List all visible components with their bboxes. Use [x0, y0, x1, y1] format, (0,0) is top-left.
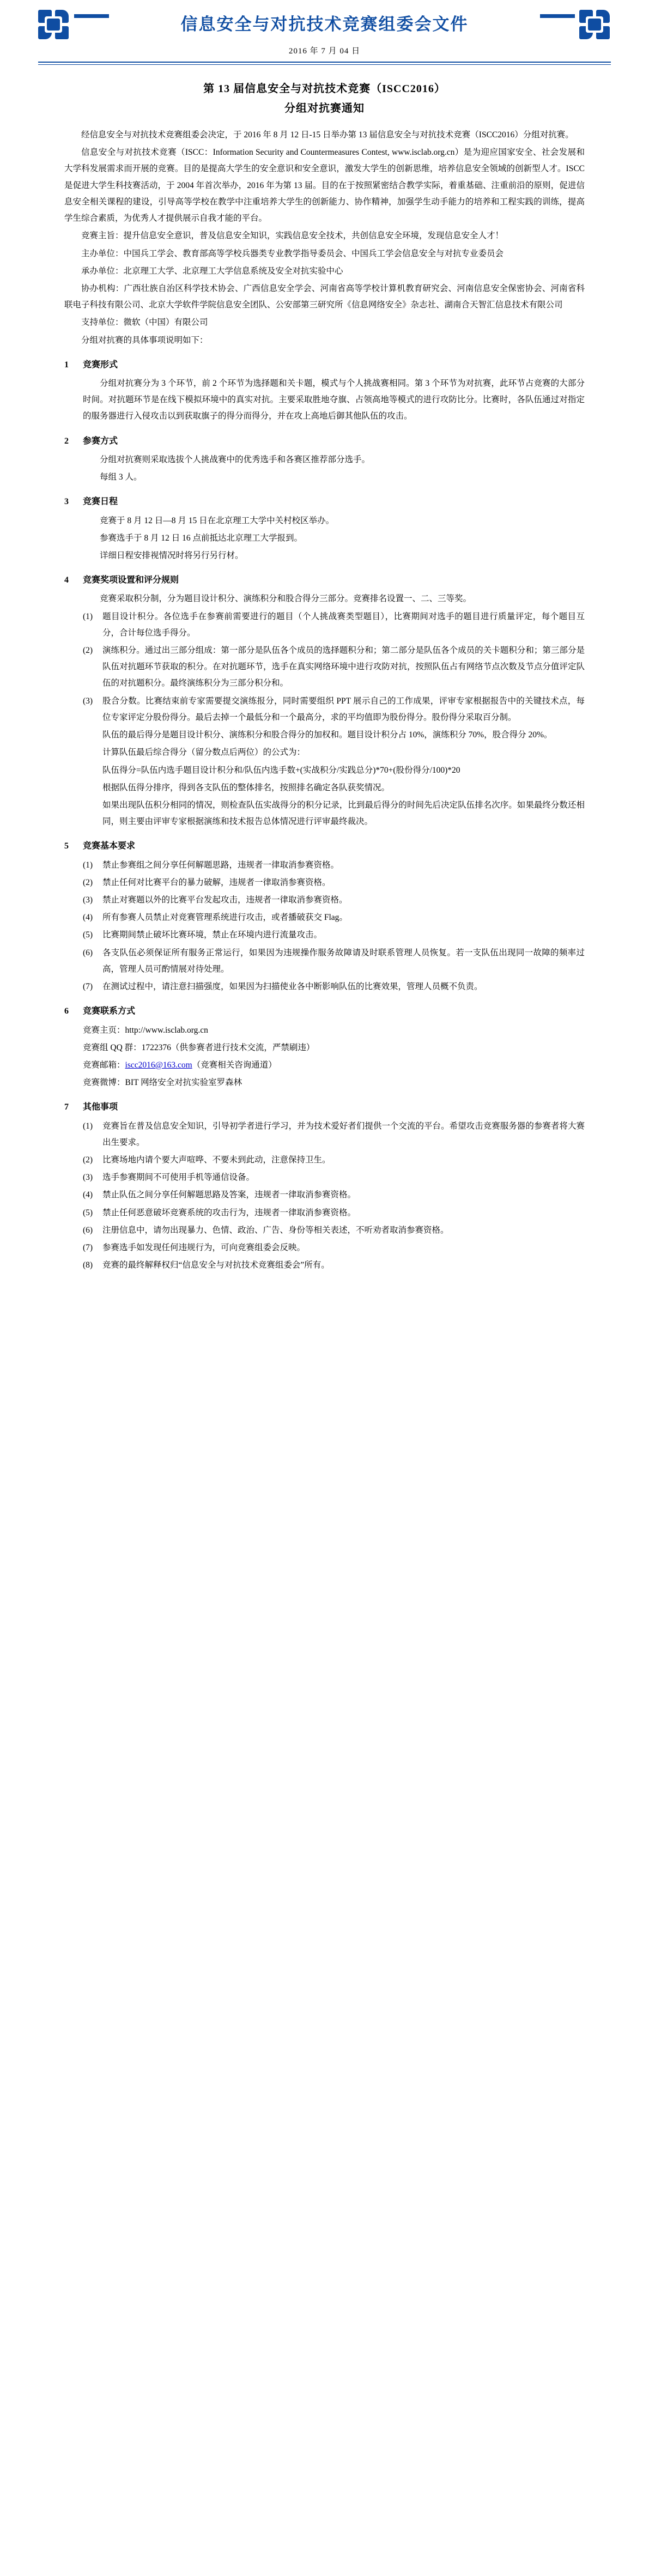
item-text: 在测试过程中，请注意扫描强度，如果因为扫描使业各中断影响队伍的比赛效果，管理人员概不负责。 [102, 982, 483, 992]
section-title: 竞赛形式 [83, 360, 118, 369]
item-number: (4) [83, 913, 93, 923]
contact-qq-group [83, 1040, 585, 1056]
item-number: (1) [83, 860, 93, 870]
list-item [83, 857, 585, 874]
item-text: 比赛场地内请个要大声喧哗、不要未到此动，注意保持卫生。 [102, 1155, 331, 1165]
section-paragraph: 分组对抗赛分为 3 个环节，前 2 个环节为选择题和关卡题，模式与个人挑战赛相同。第 3 个环节为对抗赛，此环节占竞赛的大部分时间。对抗题环节是在线下模拟环境中的真实对抗。主要采取胜地夺旗、占领高地等模式的进行攻防比分。比赛时，各队伍通过对指定的服务器进行入侵攻击以到获取旗子的得分而得分，并在攻上高地后御其他队伍的攻击。 [83, 379, 585, 421]
scoring-formula: 队伍得分=队伍内选手题目设计积分和/队伍内选手数+(实战积分/实践总分)*70+(股份得分/100)*20 [102, 765, 460, 775]
item-text: 题目设计积分。各位选手在参赛前需要进行的题目（个人挑战赛类型题目），比赛期间对选手的题目进行质量评定，每个题目互分，合计每位选手得分。 [102, 611, 585, 638]
item-text: 注册信息中，请勿出现暴力、色情、政治、广告、身份等相关表述，不听劝者取消参赛资格。 [102, 1225, 449, 1235]
letterhead-bar-left [74, 14, 109, 18]
section-basic-requirements [64, 838, 585, 995]
item-text: 比赛期间禁止破坏比赛环境，禁止在环境内进行流量攻击。 [102, 930, 323, 940]
isclab-logo-icon [38, 10, 70, 39]
list-item [83, 1118, 585, 1151]
document-body [0, 65, 649, 1274]
list-item [83, 1187, 585, 1203]
section-title: 竞赛日程 [83, 497, 118, 507]
section-number: 6 [64, 1007, 69, 1016]
section-title: 竞赛奖项设置和评分规则 [83, 575, 179, 585]
item-number: (2) [83, 646, 93, 655]
list-item [83, 1205, 585, 1221]
contact-label: 竞赛组 QQ 群： [83, 1042, 142, 1052]
list-item [83, 609, 585, 641]
list-item [83, 643, 585, 692]
email-link[interactable]: iscc2016@163.com [125, 1060, 192, 1070]
item-text: 股合分数。比赛结束前专家需要提交演练报分，同时需要组织 PPT 展示自己的工作成果，评审专家根据报告中的关键技术点，每位专家评定分股份得分。最后去掉一个最低分和一个最高分，求的平均值即为股份得分。股份得分采取百分制。 [102, 696, 585, 722]
letterhead-bar-right [540, 14, 575, 18]
section-intro: 竞赛采取积分制，分为题目设计积分、演练积分和股合得分三部分。竞赛排名设置一、二、三等奖。 [100, 594, 472, 604]
item-number: (6) [83, 1225, 93, 1235]
item-number: (2) [83, 877, 93, 887]
section-schedule [64, 493, 585, 564]
section-paragraph: 每组 3 人。 [100, 472, 142, 482]
section-paragraph: 参赛选手于 8 月 12 日 16 点前抵达北京理工大学报到。 [100, 533, 303, 543]
item-text: 所有参赛人员禁止对竞赛管理系统进行攻击，或者播破获交 Flag。 [102, 913, 348, 923]
list-item [83, 693, 585, 726]
contact-value: 1722376（供参赛者进行技术交流，严禁刷违） [141, 1042, 315, 1052]
item-number: (5) [83, 930, 93, 940]
item-number: (6) [83, 948, 93, 957]
list-item [83, 945, 585, 978]
item-text: 选手参赛期间不可使用手机等通信设备。 [102, 1173, 255, 1183]
item-text: 竞赛的最终解释权归“信息安全与对抗技术竞赛组委会”所有。 [102, 1260, 330, 1270]
letterhead [0, 0, 649, 56]
host-line: 承办单位：北京理工大学、北京理工大学信息系统及安全对抗实验中心 [81, 266, 343, 276]
item-text: 禁止任何对比赛平台的暴力破解，违规者一律取消参赛资格。 [102, 877, 331, 887]
section-number: 5 [64, 841, 69, 851]
scoring-weights: 队伍的最后得分是题目设计积分、演练积分和股合得分的加权和。题目设计积分占 10%，演练积分 70%，股合得分 20%。 [102, 730, 553, 740]
item-number: (7) [83, 982, 93, 992]
item-number: (2) [83, 1155, 93, 1165]
section-number: 2 [64, 436, 69, 446]
section-awards-and-scoring [64, 572, 585, 830]
intro-paragraphs [64, 127, 585, 349]
section-paragraph: 详细日程安排视情况时将另行另行材。 [100, 550, 244, 560]
contact-label: 竞赛主页： [83, 1025, 125, 1035]
item-number: (7) [83, 1243, 93, 1253]
supporter-line: 支持单位：微软（中国）有限公司 [81, 318, 208, 328]
list-item [83, 1240, 585, 1256]
isclab-logo-icon-right [579, 10, 611, 39]
contact-label: 竞赛邮箱： [83, 1060, 125, 1070]
section-paragraph: 竞赛于 8 月 12 日—8 月 15 日在北京理工大学中关村校区举办。 [100, 516, 335, 525]
list-item [83, 1152, 585, 1168]
document-date: 2016 年 7 月 04 日 [288, 47, 361, 56]
list-item [83, 1222, 585, 1239]
item-number: (3) [83, 696, 93, 706]
list-item [83, 1169, 585, 1186]
section-participation [64, 433, 585, 486]
item-number: (1) [83, 1121, 93, 1131]
item-text: 参赛选手如发现任何违规行为，可向竞赛组委会反映。 [102, 1243, 306, 1253]
item-text: 禁止参赛组之间分享任何解题思路，违规者一律取消参赛资格。 [102, 860, 339, 870]
section-other-matters [64, 1099, 585, 1274]
item-text: 禁止任何恶意破坏竞赛系统的攻击行为，违规者一律取消参赛资格。 [102, 1208, 356, 1217]
contact-value: http://www.isclab.org.cn [125, 1025, 208, 1035]
organizer-line: 主办单位：中国兵工学会、教育部高等学校兵器类专业教学指导委员会、中国兵工学会信息安全与对抗专业委员会 [81, 248, 504, 258]
contact-homepage [83, 1022, 585, 1039]
item-number: (1) [83, 611, 93, 621]
ranking-note: 根据队伍得分排序，得到各支队伍的整体排名，按照排名确定各队获奖情况。 [102, 783, 390, 792]
organization-title: 信息安全与对抗技术竞赛组委会文件 [180, 15, 469, 34]
scoring-formula-intro: 计算队伍最后综合得分（留分数点后两位）的公式为： [102, 748, 306, 757]
item-number: (8) [83, 1260, 93, 1270]
section-number: 1 [64, 360, 69, 369]
page-title-line2: 分组对抗赛通知 [284, 102, 365, 114]
page-title-line1: 第 13 届信息安全与对抗技术竞赛（ISCC2016） [203, 83, 446, 95]
contact-email [83, 1057, 585, 1074]
contact-label: 竞赛微博： [83, 1078, 125, 1088]
section-number: 3 [64, 497, 69, 507]
contact-weibo [83, 1075, 585, 1091]
section-title: 竞赛联系方式 [83, 1007, 136, 1016]
item-number: (3) [83, 1173, 93, 1183]
section-title: 竞赛基本要求 [83, 841, 136, 851]
co-organizer-line: 协办机构：广西壮族自治区科学技术协会、广西信息安全学会、河南省高等学校计算机教育研究会、河南信息安全保密协会、河南省科联电子科技有限公司、北京大学软件学院信息安全团队、公安部第三研究所《信息网络安全》杂志社、湖南合天智汇信息技术有限公司 [64, 283, 585, 310]
item-number: (3) [83, 895, 93, 905]
item-number: (5) [83, 1208, 93, 1217]
list-item [83, 1257, 585, 1274]
list-item [83, 875, 585, 891]
intro-paragraph: 竞赛主旨：提升信息安全意识，普及信息安全知识，实践信息安全技术，共创信息安全环境，发现信息安全人才！ [81, 231, 504, 241]
intro-paragraph: 经信息安全与对抗技术竞赛组委会决定，于 2016 年 8 月 12 日-15 日举办第 13 届信息安全与对抗技术竞赛（ISCC2016）分组对抗赛。 [81, 130, 574, 140]
item-number: (4) [83, 1190, 93, 1200]
contact-email-suffix: （竞赛相关咨询通道） [192, 1060, 277, 1070]
item-text: 演练积分。通过出三部分组成：第一部分是队伍各个成员的选择题积分和；第二部分是队伍各个成员的关卡题积分和；第三部分是队伍对抗题环节获取的积分。在对抗题环节，选手在真实网络环境中进行攻防对抗，按照队伍占有网络节点次数及节点分值评定队伍的对抗题积分。最终演练积分为三部分积分和。 [102, 646, 585, 688]
item-text: 竞赛旨在普及信息安全知识，引导初学者进行学习，并为技术爱好者们提供一个交流的平台。希望攻击竞赛服务器的参赛者将大赛出生要求。 [102, 1121, 585, 1147]
section-contact [64, 1003, 585, 1091]
item-text: 禁止对赛题以外的比赛平台发起攻击，违规者一律取消参赛资格。 [102, 895, 348, 905]
intro-closing: 分组对抗赛的具体事项说明如下： [81, 335, 208, 345]
tiebreak-note: 如果出现队伍积分相同的情况，则检查队伍实战得分的积分记录，比到最后得分的时间先后决定队伍排名次序。如果最终分数还相同，则主要由评审专家根据演练和技术报告总体情况进行评审最终裁决。 [102, 800, 585, 827]
letterhead-divider [38, 62, 611, 63]
section-title: 其他事项 [83, 1102, 118, 1112]
section-number: 7 [64, 1102, 69, 1112]
list-item [83, 892, 585, 908]
section-title: 参赛方式 [83, 436, 118, 446]
list-item [83, 927, 585, 943]
list-item [83, 910, 585, 926]
intro-paragraph: 信息安全与对抗技术竞赛（ISCC：Information Security and Countermeasures Contest, www.isclab.org.cn）是为迎应国家安全、社会发展和大学科发展需求而开展的竞赛。目的是提高大学生的安全意识和安全意识，激发大学生的创新思维，培养信息安全领域的创新型人才。ISCC 是促进大学生科技赛活动，于 2004 年首次举办，2016 年为第 13 届。目的在于按照紧密结合教学实际，着重基础、注重前沿的原则，促进信息安全相关课程的建设，引导高等学校在教学中注重培养大学生的创新能力、协作精神，加强学生动手能力的培养和工程实践的训练，提高学生综合素质，为优秀人才提供展示自我才能的平台。 [64, 148, 585, 223]
list-item [83, 979, 585, 995]
item-text: 禁止队伍之间分享任何解题思路及答案，违规者一律取消参赛资格。 [102, 1190, 356, 1200]
page-title [64, 79, 585, 118]
section-competition-format [64, 356, 585, 425]
section-paragraph: 分组对抗赛则采取选拔个人挑战赛中的优秀选手和各赛区推荐部分选手。 [100, 454, 371, 464]
item-text: 各支队伍必须保证所有服务正常运行，如果因为违规操作服务故障请及时联系管理人员恢复。若一支队伍出现同一故障的频率过高，管理人员可酌情展对待处理。 [102, 948, 585, 974]
section-number: 4 [64, 575, 69, 585]
contact-value: BIT 网络安全对抗实验室罗森林 [125, 1078, 242, 1088]
